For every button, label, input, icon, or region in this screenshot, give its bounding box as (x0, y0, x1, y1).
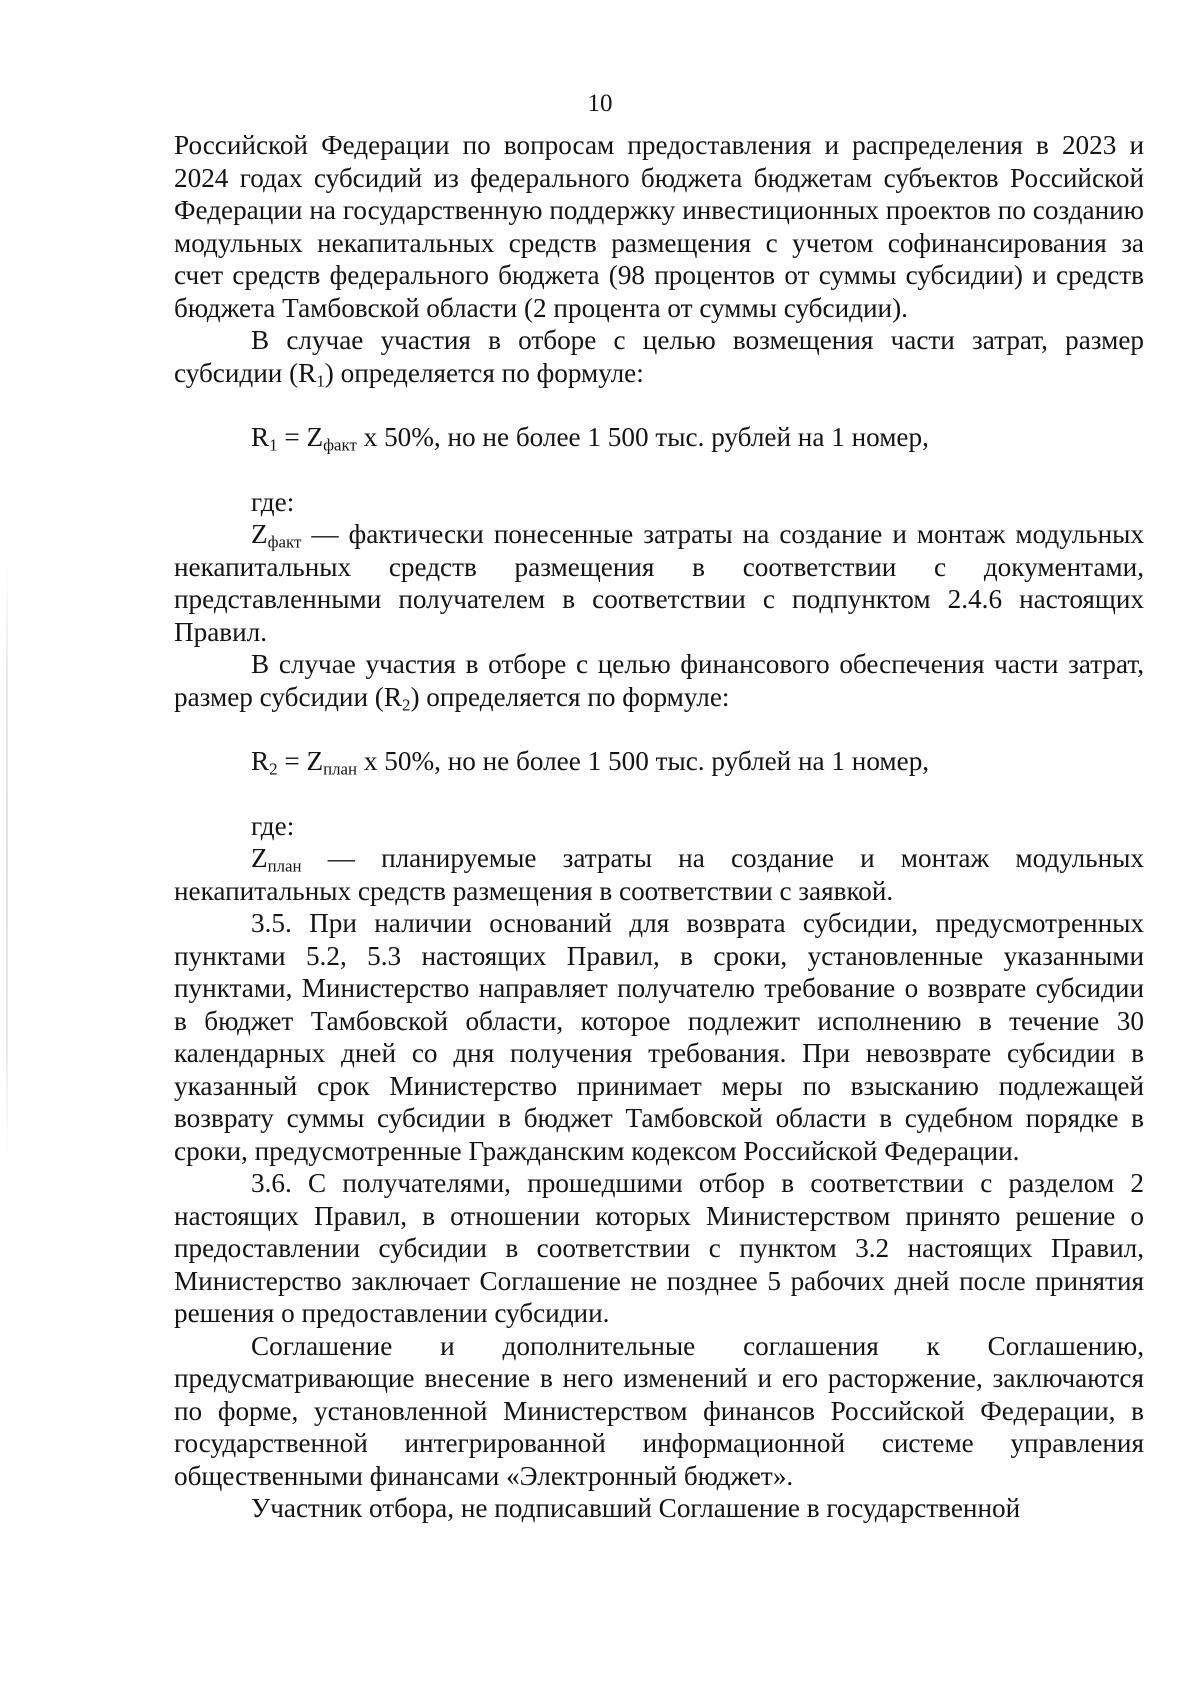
paragraph-continuation: Российской Федерации по вопросам предоставления и распределения в 2023 и 2024 годах субсидий из федерального бюджета бюджетам субъектов Российской Федерации на государственную поддержку инвестиционных проектов по созданию модульных некапитальных средств размещения с учетом софинансирования за счет средств федерального бюджета (98 процентов от суммы субсидии) и средств бюджета Тамбовской области (2 процента от суммы субсидии). (174, 130, 1144, 323)
paragraph-r2-intro-text: В случае участия в отборе с целью финансового обеспечения части затрат, размер субсидии (R (174, 649, 1144, 712)
definition-z-plan-symbol: Z (251, 843, 268, 873)
formula-r2-z-subscript: план (323, 759, 358, 779)
paragraph-3-5: 3.5. При наличии оснований для возврата субсидии, предусмотренных пунктами 5.2, 5.3 настоящих Правил, в сроки, установленные указанными пунктами, Министерство направляет получателю требование о возврате субсидии в бюджет Тамбовской области, которое подлежит исполнению в течение 30 календарных дней со дня получения требования. При невозврате субсидии в указанный срок Министерство принимает меры по взысканию подлежащей возврату суммы субсидии в бюджет Тамбовской области в судебном порядке в сроки, предусмотренные Гражданским кодексом Российской Федерации. (174, 908, 1144, 1166)
formula-r2 (174, 745, 1144, 778)
formula-r2-symbol: R (251, 746, 270, 776)
paragraph-r1-intro (174, 324, 1144, 389)
r2-subscript: 2 (402, 695, 411, 715)
formula-r1-equals: = Z (277, 422, 324, 452)
where-label-2: где: (251, 810, 295, 841)
paragraph-agreement-form: Соглашение и дополнительные соглашения к Соглашению, предусматривающие внесение в него изменений и его расторжение, заключаются по форме, установленной Министерством финансов Российской Федерации, в государственной интегрированной информационной системе управления общественными финансами «Электронный бюджет». (174, 1330, 1144, 1491)
definition-z-plan-text: — планируемые затраты на создание и монтаж модульных некапитальных средств размещения в соответствии с заявкой. (174, 843, 1144, 906)
formula-r2-equals: = Z (277, 746, 324, 776)
definition-z-fact-text: — фактически понесенные затраты на создание и монтаж модульных некапитальных средств размещения в соответствии с документами, представленными получателем в соответствии с подпунктом 2.4.6 настоящих Правил. (174, 519, 1144, 647)
formula-r1-subscript: 1 (269, 435, 278, 455)
definition-z-plan (174, 842, 1144, 907)
formula-r1 (174, 421, 1144, 454)
scan-edge-artifact (6, 560, 8, 1160)
formula-r1-z-subscript: факт (323, 435, 357, 455)
paragraph-unsigned-participant: Участник отбора, не подписавший Соглашение в государственной (251, 1493, 1021, 1523)
page-number: 10 (587, 90, 613, 117)
formula-r2-subscript: 2 (269, 759, 278, 779)
formula-r1-symbol: R (251, 422, 270, 452)
where-label-1: где: (251, 486, 295, 517)
paragraph-3-6: 3.6. С получателями, прошедшими отбор в соответствии с разделом 2 настоящих Правил, в отношении которых Министерством принято решение о предоставлении субсидии в соответствии с пунктом 3.2 настоящих Правил, Министерство заключает Соглашение не позднее 5 рабочих дней после принятия решения о предоставлении субсидии. (174, 1168, 1144, 1328)
formula-r2-rest: x 50%, но не более 1 500 тыс. рублей на 1 номер, (357, 746, 930, 776)
definition-z-fact (174, 518, 1144, 648)
paragraph-r1-intro-text: В случае участия в отборе с целью возмещения части затрат, размер субсидии (R (174, 325, 1144, 388)
r1-subscript: 1 (316, 371, 325, 391)
definition-z-plan-subscript: план (267, 856, 302, 876)
paragraph-r2-intro (174, 648, 1144, 713)
paragraph-r1-intro-tail: ) определяется по формуле: (324, 357, 644, 388)
paragraph-r2-intro-tail: ) определяется по формуле: (410, 681, 730, 712)
formula-r1-rest: x 50%, но не более 1 500 тыс. рублей на 1 номер, (356, 422, 929, 452)
document-body (174, 129, 1144, 1525)
definition-z-fact-subscript: факт (267, 532, 302, 552)
definition-z-fact-symbol: Z (251, 519, 268, 549)
